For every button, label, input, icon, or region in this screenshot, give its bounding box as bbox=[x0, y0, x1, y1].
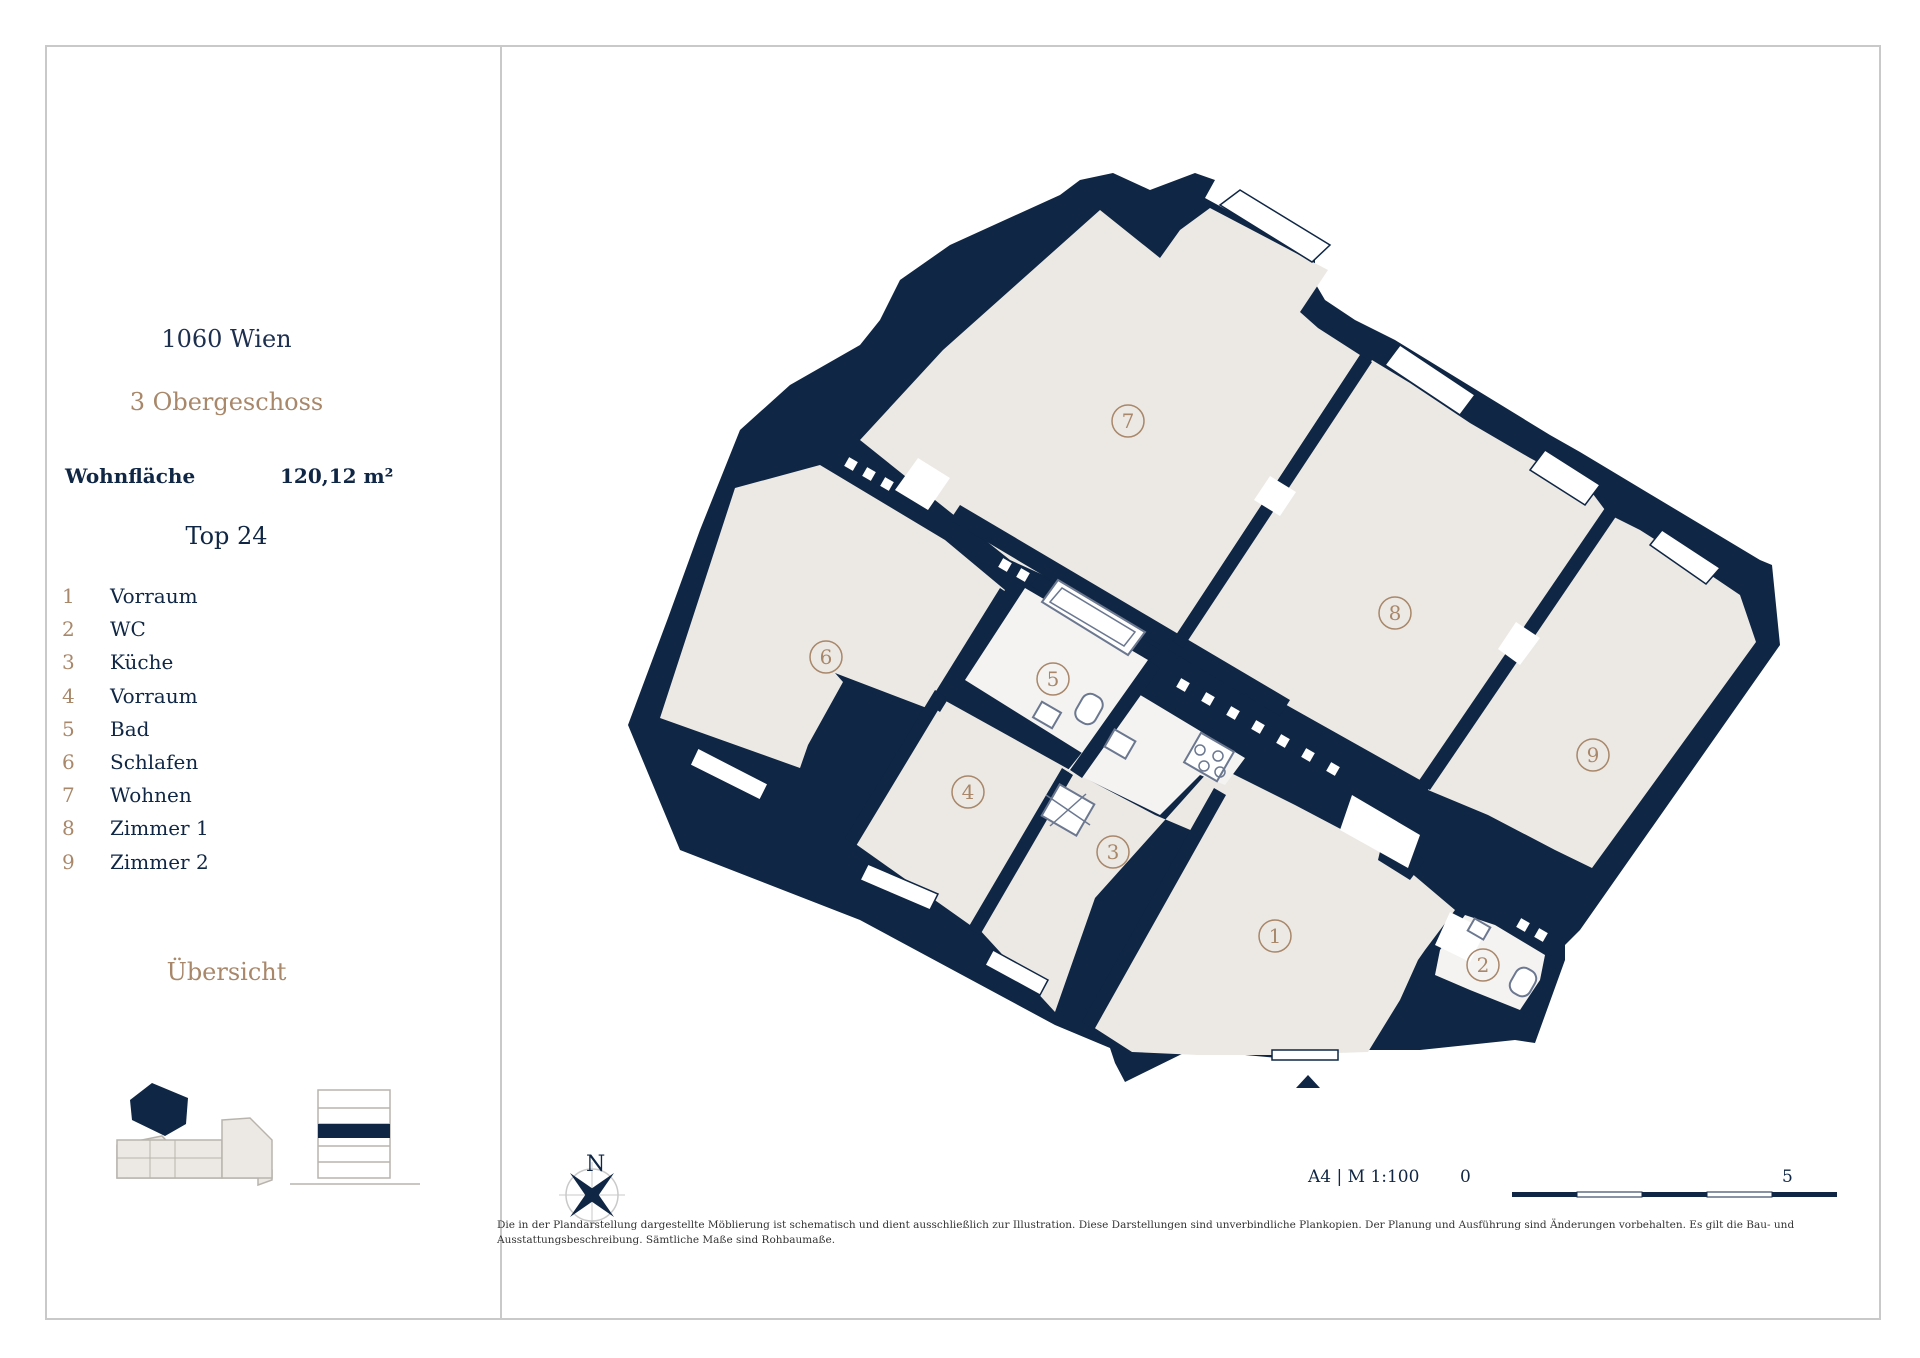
room-list-name: Vorraum bbox=[110, 683, 198, 708]
room-number-text: 5 bbox=[1046, 667, 1060, 691]
room-list-number: 6 bbox=[62, 749, 75, 774]
room-number-text: 1 bbox=[1268, 924, 1282, 948]
room-list-number: 4 bbox=[62, 683, 75, 708]
room-list-name: Zimmer 2 bbox=[110, 849, 209, 874]
room-list-name: Schlafen bbox=[110, 749, 199, 774]
room-list-number: 9 bbox=[62, 849, 75, 874]
site-overview-thumbnail bbox=[117, 1083, 272, 1185]
disclaimer-text: Die in der Plandarstellung dargestellte Möblierung ist schematisch und dient ausschließlich zur Illustration. Diese Darstellungen sind unverbindliche Plankopien. Der Planung und Ausführung sind Änderungen vorbehalten. Es gilt die Bau- und Ausstattungsbeschreibung. Sämtliche Maße sind Rohbaumaße. bbox=[497, 1219, 1795, 1246]
room-list-number: 7 bbox=[62, 783, 75, 808]
room-list-number: 5 bbox=[62, 716, 75, 741]
scale-start-label: 0 bbox=[1460, 1167, 1471, 1187]
room-list-name: Wohnen bbox=[110, 783, 192, 808]
room-number-text: 4 bbox=[961, 780, 975, 804]
north-label: N bbox=[586, 1152, 606, 1177]
floor-stack-thumbnail bbox=[290, 1090, 420, 1184]
entrance-marker-icon bbox=[1296, 1075, 1320, 1088]
room-number-text: 7 bbox=[1121, 409, 1135, 433]
room-list-number: 8 bbox=[62, 816, 75, 841]
room-number-text: 8 bbox=[1388, 601, 1402, 625]
overview-title: Übersicht bbox=[166, 958, 287, 986]
room-list-name: WC bbox=[110, 617, 146, 642]
living-area-label: Wohnfläche bbox=[65, 464, 196, 488]
room-number-text: 3 bbox=[1106, 840, 1120, 864]
room-list-name: Küche bbox=[110, 650, 174, 675]
room-number-text: 9 bbox=[1586, 743, 1600, 767]
scale-bar bbox=[1512, 1192, 1837, 1197]
room-list-number: 1 bbox=[62, 584, 75, 608]
room-list-name: Bad bbox=[110, 716, 150, 741]
room-list-number: 2 bbox=[62, 617, 75, 642]
room-number-text: 6 bbox=[819, 645, 833, 669]
living-area-value: 120,12 m² bbox=[280, 464, 394, 488]
unit-label: Top 24 bbox=[185, 522, 268, 550]
address: 1060 Wien bbox=[161, 325, 292, 353]
room-list-name: Zimmer 1 bbox=[110, 816, 209, 841]
scale-end-label: 5 bbox=[1782, 1167, 1793, 1187]
room-list-name: Vorraum bbox=[110, 584, 198, 608]
floor-label: 3 Obergeschoss bbox=[129, 388, 324, 416]
scale-label: A4 | M 1:100 bbox=[1308, 1167, 1420, 1187]
room-list-number: 3 bbox=[62, 650, 75, 675]
room-number-text: 2 bbox=[1476, 953, 1490, 977]
